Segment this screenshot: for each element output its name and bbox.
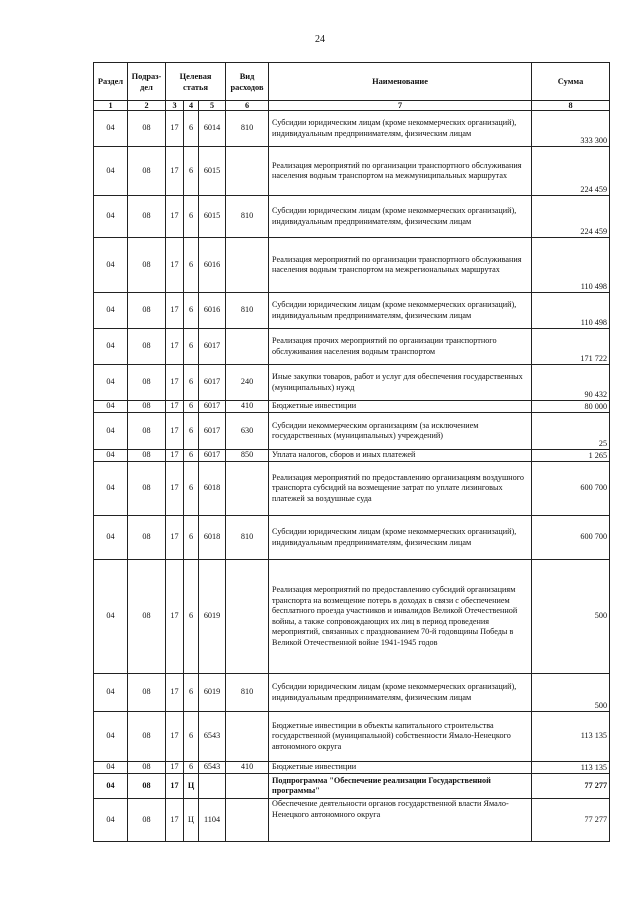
expense-type-cell — [226, 560, 269, 674]
article-subprogram-cell: Ц — [184, 774, 199, 799]
table-row — [94, 196, 610, 238]
column-number: 8 — [532, 101, 610, 111]
name-cell: Субсидии юридическим лицам (кроме некоммерческих организаций), индивидуальным предпринимателям, физическим лицам — [269, 111, 532, 147]
article-program-cell: 17 — [166, 196, 184, 238]
column-number-row — [94, 101, 610, 111]
subsection-cell: 08 — [128, 365, 166, 401]
article-direction-cell — [199, 774, 226, 799]
article-program-cell: 17 — [166, 516, 184, 560]
article-direction-cell: 6017 — [199, 365, 226, 401]
expense-type-cell: 410 — [226, 762, 269, 774]
article-program-cell: 17 — [166, 774, 184, 799]
expense-type-cell — [226, 329, 269, 365]
article-direction-cell: 6017 — [199, 450, 226, 462]
article-program-cell: 17 — [166, 238, 184, 293]
amount-cell: 25 — [532, 413, 610, 450]
article-subprogram-cell: 6 — [184, 450, 199, 462]
table-row — [94, 799, 610, 842]
table-row — [94, 238, 610, 293]
amount-cell: 77 277 — [532, 799, 610, 842]
amount-cell: 600 700 — [532, 462, 610, 516]
name-cell: Обеспечение деятельности органов государственной власти Ямало-Ненецкого автономного округа — [269, 799, 532, 842]
subsection-cell: 08 — [128, 712, 166, 762]
section-cell: 04 — [94, 674, 128, 712]
section-cell: 04 — [94, 560, 128, 674]
article-subprogram-cell: 6 — [184, 462, 199, 516]
header-row — [94, 63, 610, 101]
page-number: 24 — [315, 34, 325, 45]
article-subprogram-cell: 6 — [184, 516, 199, 560]
amount-cell: 600 700 — [532, 516, 610, 560]
amount-cell: 110 498 — [532, 293, 610, 329]
article-program-cell: 17 — [166, 111, 184, 147]
section-cell: 04 — [94, 774, 128, 799]
article-subprogram-cell: Ц — [184, 799, 199, 842]
article-direction-cell: 6543 — [199, 712, 226, 762]
table-row — [94, 712, 610, 762]
subsection-cell: 08 — [128, 413, 166, 450]
header-subsection: Подраз-дел — [128, 63, 166, 101]
article-subprogram-cell: 6 — [184, 196, 199, 238]
expense-type-cell — [226, 238, 269, 293]
name-cell: Субсидии некоммерческим организациям (за исключением государственных (муниципальных) учреждений) — [269, 413, 532, 450]
expense-type-cell — [226, 774, 269, 799]
article-direction-cell: 6014 — [199, 111, 226, 147]
subsection-cell: 08 — [128, 238, 166, 293]
section-cell: 04 — [94, 196, 128, 238]
expense-type-cell: 810 — [226, 293, 269, 329]
section-cell: 04 — [94, 762, 128, 774]
section-cell: 04 — [94, 293, 128, 329]
subsection-cell: 08 — [128, 147, 166, 196]
table-row — [94, 293, 610, 329]
expense-type-cell — [226, 799, 269, 842]
section-cell: 04 — [94, 516, 128, 560]
name-cell: Реализация мероприятий по предоставлению организациям воздушного транспорта субсидий на возмещение затрат по уплате лизинговых платежей за воздушные суда — [269, 462, 532, 516]
name-cell: Субсидии юридическим лицам (кроме некоммерческих организаций), индивидуальным предпринимателям, физическим лицам — [269, 196, 532, 238]
article-subprogram-cell: 6 — [184, 329, 199, 365]
table-row — [94, 762, 610, 774]
article-program-cell: 17 — [166, 462, 184, 516]
subsection-cell: 08 — [128, 560, 166, 674]
amount-cell: 500 — [532, 560, 610, 674]
subsection-cell: 08 — [128, 762, 166, 774]
subsection-cell: 08 — [128, 329, 166, 365]
article-subprogram-cell: 6 — [184, 712, 199, 762]
header-name: Наименование — [269, 63, 532, 101]
name-cell: Субсидии юридическим лицам (кроме некоммерческих организаций), индивидуальным предпринимателям, физическим лицам — [269, 293, 532, 329]
article-subprogram-cell: 6 — [184, 413, 199, 450]
article-program-cell: 17 — [166, 413, 184, 450]
name-cell: Бюджетные инвестиции — [269, 401, 532, 413]
article-subprogram-cell: 6 — [184, 111, 199, 147]
header-expense-type: Вид расходов — [226, 63, 269, 101]
article-program-cell: 17 — [166, 674, 184, 712]
expense-type-cell: 810 — [226, 516, 269, 560]
section-cell: 04 — [94, 450, 128, 462]
column-number: 5 — [199, 101, 226, 111]
subsection-cell: 08 — [128, 401, 166, 413]
article-direction-cell: 6016 — [199, 293, 226, 329]
section-cell: 04 — [94, 111, 128, 147]
article-program-cell: 17 — [166, 450, 184, 462]
article-direction-cell: 6543 — [199, 762, 226, 774]
name-cell: Субсидии юридическим лицам (кроме некоммерческих организаций), индивидуальным предпринимателям, физическим лицам — [269, 674, 532, 712]
amount-cell: 77 277 — [532, 774, 610, 799]
amount-cell: 171 722 — [532, 329, 610, 365]
section-cell: 04 — [94, 147, 128, 196]
amount-cell: 224 459 — [532, 147, 610, 196]
header-target-article: Целевая статья — [166, 63, 226, 101]
amount-cell: 333 300 — [532, 111, 610, 147]
amount-cell: 224 459 — [532, 196, 610, 238]
expense-type-cell: 630 — [226, 413, 269, 450]
article-subprogram-cell: 6 — [184, 293, 199, 329]
amount-cell: 113 135 — [532, 762, 610, 774]
table-row — [94, 516, 610, 560]
article-direction-cell: 1104 — [199, 799, 226, 842]
article-subprogram-cell: 6 — [184, 238, 199, 293]
article-subprogram-cell: 6 — [184, 401, 199, 413]
expense-type-cell — [226, 712, 269, 762]
expense-type-cell — [226, 147, 269, 196]
subsection-cell: 08 — [128, 516, 166, 560]
column-number: 3 — [166, 101, 184, 111]
article-program-cell: 17 — [166, 365, 184, 401]
article-program-cell: 17 — [166, 712, 184, 762]
subsection-cell: 08 — [128, 799, 166, 842]
article-direction-cell: 6015 — [199, 147, 226, 196]
table-row — [94, 413, 610, 450]
article-direction-cell: 6016 — [199, 238, 226, 293]
article-direction-cell: 6018 — [199, 462, 226, 516]
section-cell: 04 — [94, 799, 128, 842]
article-direction-cell: 6018 — [199, 516, 226, 560]
section-cell: 04 — [94, 462, 128, 516]
subsection-cell: 08 — [128, 450, 166, 462]
article-direction-cell: 6017 — [199, 413, 226, 450]
article-subprogram-cell: 6 — [184, 365, 199, 401]
expense-type-cell: 410 — [226, 401, 269, 413]
article-program-cell: 17 — [166, 329, 184, 365]
table-row — [94, 401, 610, 413]
name-cell: Реализация мероприятий по организации транспортного обслуживания населения водным транспортом на межрегиональных маршрутах — [269, 238, 532, 293]
expense-type-cell: 810 — [226, 111, 269, 147]
article-program-cell: 17 — [166, 147, 184, 196]
subsection-cell: 08 — [128, 111, 166, 147]
name-cell: Бюджетные инвестиции в объекты капитального строительства государственной (муниципальной) собственности Ямало-Ненецкого автономного округа — [269, 712, 532, 762]
subsection-cell: 08 — [128, 196, 166, 238]
column-number: 1 — [94, 101, 128, 111]
article-direction-cell: 6019 — [199, 674, 226, 712]
section-cell: 04 — [94, 365, 128, 401]
section-cell: 04 — [94, 712, 128, 762]
name-cell: Реализация прочих мероприятий по организации транспортного обслуживания населения водным транспортом — [269, 329, 532, 365]
subsection-cell: 08 — [128, 293, 166, 329]
table-row — [94, 774, 610, 799]
article-subprogram-cell: 6 — [184, 147, 199, 196]
article-program-cell: 17 — [166, 762, 184, 774]
name-cell: Реализация мероприятий по предоставлению субсидий организациям транспорта на возмещение потерь в доходах в связи с обеспечением бесплатного проезда участников и инвалидов Великой Отечественной войны, а также сопровождающих их лиц в период проведения мероприятий, связанных с празднованием 70-й годовщины Победы в Великой Отечественной войне 1941-1945 годов — [269, 560, 532, 674]
name-cell: Бюджетные инвестиции — [269, 762, 532, 774]
article-direction-cell: 6017 — [199, 401, 226, 413]
amount-cell: 113 135 — [532, 712, 610, 762]
section-cell: 04 — [94, 329, 128, 365]
column-number: 7 — [269, 101, 532, 111]
amount-cell: 90 432 — [532, 365, 610, 401]
table-row — [94, 462, 610, 516]
name-cell: Иные закупки товаров, работ и услуг для обеспечения государственных (муниципальных) нужд — [269, 365, 532, 401]
expense-type-cell: 850 — [226, 450, 269, 462]
header-amount: Сумма — [532, 63, 610, 101]
article-program-cell: 17 — [166, 293, 184, 329]
header-section: Раздел — [94, 63, 128, 101]
article-program-cell: 17 — [166, 560, 184, 674]
article-direction-cell: 6015 — [199, 196, 226, 238]
article-subprogram-cell: 6 — [184, 674, 199, 712]
expense-type-cell: 810 — [226, 674, 269, 712]
section-cell: 04 — [94, 238, 128, 293]
section-cell: 04 — [94, 413, 128, 450]
expense-type-cell — [226, 462, 269, 516]
name-cell: Уплата налогов, сборов и иных платежей — [269, 450, 532, 462]
name-cell: Субсидии юридическим лицам (кроме некоммерческих организаций), индивидуальным предпринимателям, физическим лицам — [269, 516, 532, 560]
table-row — [94, 450, 610, 462]
amount-cell: 500 — [532, 674, 610, 712]
subsection-cell: 08 — [128, 462, 166, 516]
expense-type-cell: 810 — [226, 196, 269, 238]
amount-cell: 1 265 — [532, 450, 610, 462]
table-row — [94, 365, 610, 401]
table-row — [94, 111, 610, 147]
article-subprogram-cell: 6 — [184, 762, 199, 774]
table-row — [94, 147, 610, 196]
article-program-cell: 17 — [166, 401, 184, 413]
expense-type-cell: 240 — [226, 365, 269, 401]
column-number: 2 — [128, 101, 166, 111]
section-cell: 04 — [94, 401, 128, 413]
column-number: 6 — [226, 101, 269, 111]
name-cell: Реализация мероприятий по организации транспортного обслуживания населения водным транспортом на межмуниципальных маршрутах — [269, 147, 532, 196]
article-subprogram-cell: 6 — [184, 560, 199, 674]
budget-table — [93, 62, 610, 842]
table-row — [94, 674, 610, 712]
subsection-cell: 08 — [128, 774, 166, 799]
column-number: 4 — [184, 101, 199, 111]
article-direction-cell: 6019 — [199, 560, 226, 674]
table-row — [94, 560, 610, 674]
article-program-cell: 17 — [166, 799, 184, 842]
table-row — [94, 329, 610, 365]
amount-cell: 110 498 — [532, 238, 610, 293]
article-direction-cell: 6017 — [199, 329, 226, 365]
amount-cell: 80 000 — [532, 401, 610, 413]
subsection-cell: 08 — [128, 674, 166, 712]
name-cell: Подпрограмма "Обеспечение реализации Государственной программы" — [269, 774, 532, 799]
